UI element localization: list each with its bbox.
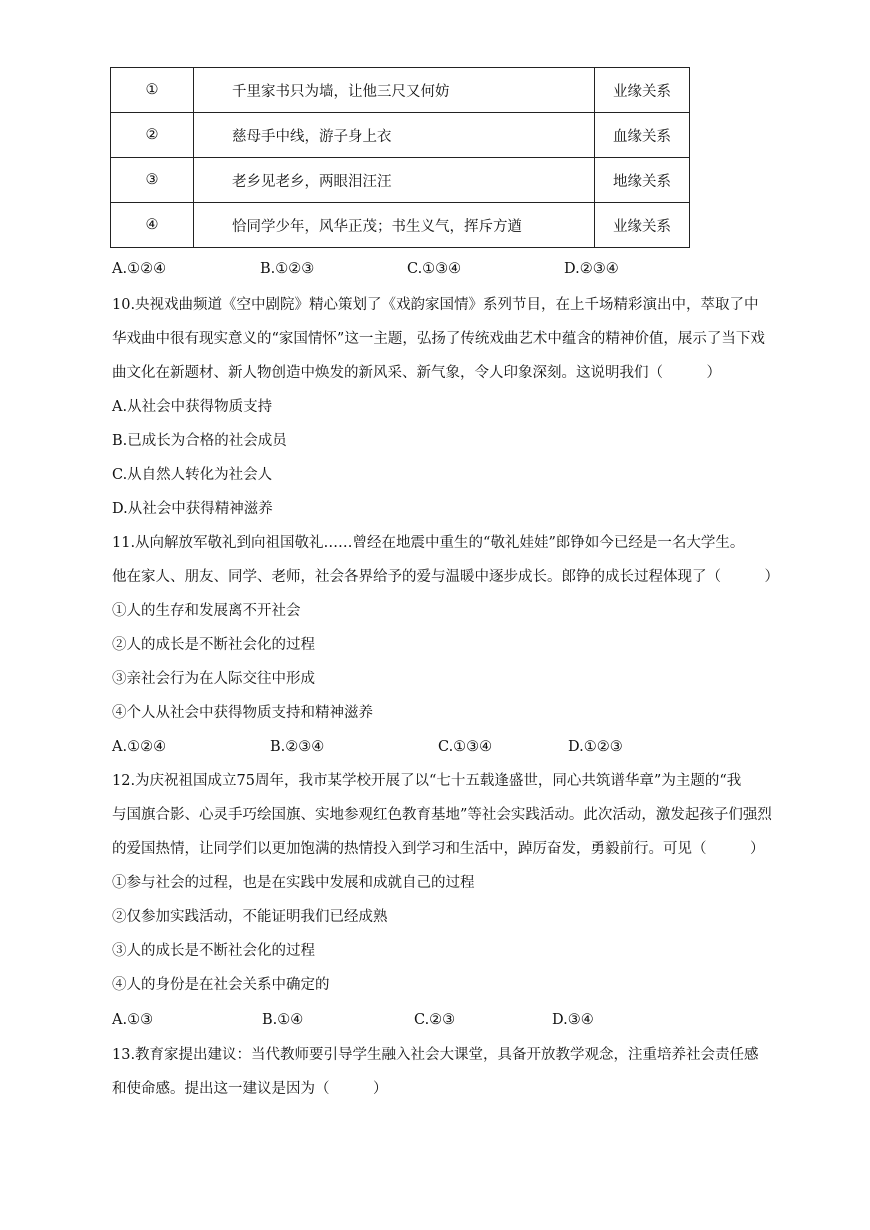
q11-option-b[interactable]: B.②③④	[270, 739, 325, 755]
q12-option-d[interactable]: D.③④	[552, 1012, 594, 1028]
q11-option-a[interactable]: A.①②④	[112, 739, 167, 755]
row-relation: 业缘关系	[595, 68, 690, 113]
q12-option-b[interactable]: B.①④	[262, 1012, 304, 1028]
q12-option-c[interactable]: C.②③	[414, 1012, 456, 1028]
q10-stem-line: 10.央视戏曲频道《空中剧院》精心策划了《戏韵家国情》系列节目，在上千场精彩演出中，萃取了中	[112, 297, 759, 313]
q13-stem-line: 和使命感。提出这一建议是因为（ ）	[112, 1081, 388, 1097]
q10-option-b[interactable]: B.已成长为合格的社会成员	[112, 433, 287, 449]
q12-statement: ④人的身份是在社会关系中确定的	[112, 977, 330, 993]
relationship-table	[110, 67, 690, 248]
q10-stem-line: 曲文化在新题材、新人物创造中焕发的新风采、新气象，令人印象深刻。这说明我们（ ）	[112, 365, 721, 381]
row-number: ③	[111, 158, 194, 203]
row-relation: 业缘关系	[595, 203, 690, 248]
row-relation: 血缘关系	[595, 113, 690, 158]
q11-option-d[interactable]: D.①②③	[568, 739, 623, 755]
q10-option-c[interactable]: C.从自然人转化为社会人	[112, 467, 273, 483]
q10-option-a[interactable]: A.从社会中获得物质支持	[112, 399, 273, 415]
q12-stem-line: 12.为庆祝祖国成立75周年，我市某学校开展了以“七十五载逢盛世，同心共筑谱华章”为主题的“我	[112, 773, 742, 789]
q11-stem-line: 他在家人、朋友、同学、老师，社会各界给予的爱与温暖中逐步成长。郎铮的成长过程体现了（ ）	[112, 569, 779, 585]
table-row	[111, 68, 690, 113]
q12-statement: ①参与社会的过程，也是在实践中发展和成就自己的过程	[112, 875, 475, 891]
table-row	[111, 203, 690, 248]
table-row	[111, 113, 690, 158]
q10-stem-line: 华戏曲中很有现实意义的“家国情怀”这一主题，弘扬了传统戏曲艺术中蕴含的精神价值，展示了当下戏	[112, 331, 765, 347]
q10-option-d[interactable]: D.从社会中获得精神滋养	[112, 501, 273, 517]
q11-statement: ②人的成长是不断社会化的过程	[112, 637, 315, 653]
row-relation: 地缘关系	[595, 158, 690, 203]
q11-statement: ④个人从社会中获得物质支持和精神滋养	[112, 705, 373, 721]
q12-statement: ②仅参加实践活动，不能证明我们已经成熟	[112, 909, 388, 925]
row-poem: 老乡见老乡，两眼泪汪汪	[194, 158, 595, 203]
q12-option-a[interactable]: A.①③	[112, 1012, 154, 1028]
q11-statement: ③亲社会行为在人际交往中形成	[112, 671, 315, 687]
row-number: ④	[111, 203, 194, 248]
table-row	[111, 158, 690, 203]
q11-statement: ①人的生存和发展离不开社会	[112, 603, 301, 619]
q11-stem-line: 11.从向解放军敬礼到向祖国敬礼……曾经在地震中重生的“敬礼娃娃”郎铮如今已经是一名大学生。	[112, 535, 745, 551]
q9-option-b[interactable]: B.①②③	[260, 261, 315, 277]
q9-option-a[interactable]: A.①②④	[112, 261, 167, 277]
row-poem: 千里家书只为墙，让他三尺又何妨	[194, 68, 595, 113]
row-number: ②	[111, 113, 194, 158]
q9-option-c[interactable]: C.①③④	[407, 261, 462, 277]
q11-option-c[interactable]: C.①③④	[438, 739, 493, 755]
row-number: ①	[111, 68, 194, 113]
q9-option-d[interactable]: D.②③④	[564, 261, 619, 277]
q12-stem-line: 的爱国热情，让同学们以更加饱满的热情投入到学习和生活中，踔厉奋发，勇毅前行。可见（ ）	[112, 841, 765, 857]
q12-statement: ③人的成长是不断社会化的过程	[112, 943, 315, 959]
row-poem: 慈母手中线，游子身上衣	[194, 113, 595, 158]
q13-stem-line: 13.教育家提出建议：当代教师要引导学生融入社会大课堂，具备开放教学观念，注重培养社会责任感	[112, 1047, 759, 1063]
row-poem: 恰同学少年，风华正茂；书生义气，挥斥方遒	[194, 203, 595, 248]
q12-stem-line: 与国旗合影、心灵手巧绘国旗、实地参观红色教育基地”等社会实践活动。此次活动，激发起孩子们强烈	[112, 807, 772, 823]
